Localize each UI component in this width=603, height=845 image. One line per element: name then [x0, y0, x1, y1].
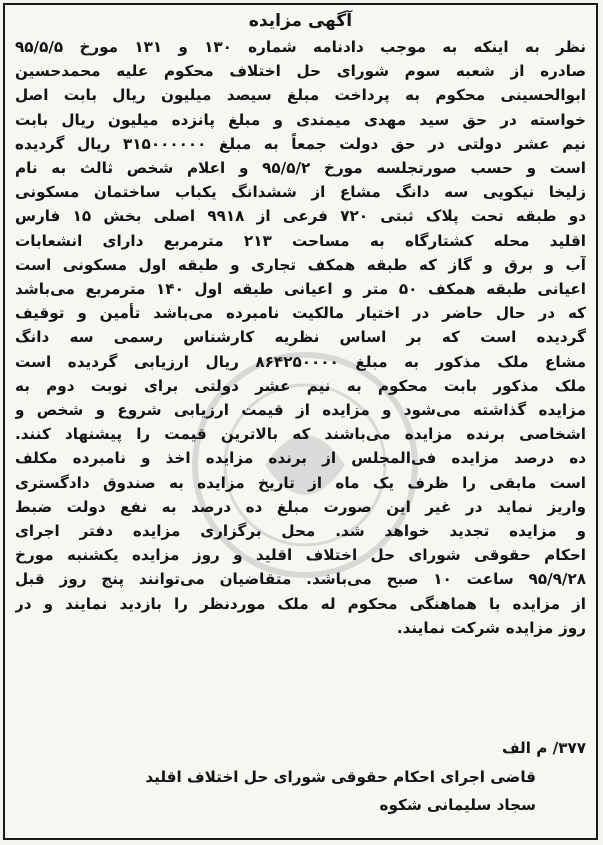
body-line: ابوالحسینی محکوم به پرداخت مبلغ سیصد میلیون ریال بابت اصل — [15, 86, 586, 105]
notice-frame — [3, 3, 598, 840]
body-line: خواسته در حق سید مهدی میمندی و مبلغ پانزده میلیون ریال بابت — [15, 110, 586, 129]
notice-title: آگهی مزایده — [248, 11, 353, 31]
notice-code: ۳۷۷/ م الف — [501, 739, 586, 757]
body-line: نیم عشر دولتی در حق دولت جمعاً به مبلغ ۳۱۵۰۰۰۰۰۰ ریال گردیده — [15, 134, 586, 153]
body-line: آب و برق و گاز که طبقه همکف تجاری و طبقه اول مسکونی است — [15, 255, 586, 274]
body-line: است مابقی را ظرف یک ماه از تاریخ مزایده به صندوق دادگستری — [15, 473, 586, 492]
body-line: و مزایده تجدید خواهد شد. محل برگزاری مزایده دفتر اجرای — [15, 522, 586, 541]
body-line: روز مزایده شرکت نمایند. — [396, 618, 586, 637]
body-line: که در حال حاضر در اختیار مالکیت نامبرده می‌باشد تأمین و توقیف — [15, 304, 586, 323]
signature-name: سجاد سلیمانی شکوه — [379, 796, 536, 814]
body-line: از مزایده با هماهنگی محکوم له ملک موردنظر را بازدید نمایند و در — [15, 594, 586, 613]
body-line: مزایده گذاشته می‌شود و مزایده از قیمت ارزیابی شروع و شخص و — [15, 401, 586, 420]
body-line: ملک مذکور بابت محکوم به نیم عشر دولتی برای نوبت دوم به — [15, 376, 586, 395]
body-line: صادره از شعبه سوم شورای حل اختلاف محکوم علیه محمدحسین — [15, 62, 586, 81]
body-line: اعیانی طبقه همکف ۵۰ متر و اعیانی طبقه اول ۱۴۰ مترمربع می‌باشد — [15, 280, 586, 299]
body-line: زلیخا نیکویی سه دانگ مشاع از ششدانگ یکباب ساختمان مسکونی — [15, 183, 586, 202]
notice-body — [15, 35, 586, 640]
body-line: نظر به اینکه به موجب دادنامه شماره ۱۳۰ و ۱۳۱ مورخ ۹۵/۵/۵ — [15, 38, 586, 56]
body-line: احکام حقوقی شورای حل اختلاف اقلید و روز مزایده یکشنبه مورخ — [15, 546, 586, 565]
body-line: گردیده است که بر اساس نظریه کارشناس رسمی سه دانگ — [15, 328, 586, 347]
signature-block — [145, 763, 536, 819]
body-line: اشخاصی برنده مزایده می‌باشند که بالاترین قیمت را پیشنهاد کنند. — [15, 425, 586, 444]
body-line: واریز نماید در غیر این صورت مبلغ ده درصد به نفع دولت ضبط — [15, 497, 586, 516]
signature-title: قاضی اجرای احکام حقوقی شورای حل اختلاف اقلید — [145, 768, 536, 786]
body-line: ده درصد مزایده فی‌المجلس از برنده مزایده اخذ و نامبرده مکلف — [15, 449, 586, 468]
body-line: اقلید محله کشتارگاه به مساحت ۲۱۳ مترمربع دارای انشعابات — [15, 231, 586, 250]
body-line: ۹۵/۹/۲۸ ساعت ۱۰ صبح می‌باشد. متقاضیان می‌توانند پنج روز قبل — [15, 570, 586, 589]
body-line: مشاع ملک مذکور به مبلغ ۸۶۴۲۵۰۰۰۰ ریال ارزیابی گردیده است — [15, 352, 586, 371]
body-line: دو طبقه تحت پلاک ثبتی ۷۲۰ فرعی از ۹۹۱۸ اصلی بخش ۱۵ فارس — [15, 207, 586, 226]
body-line: است و حسب صورتجلسه مورخ ۹۵/۵/۲ و اعلام شخص ثالث به نام — [15, 159, 586, 178]
